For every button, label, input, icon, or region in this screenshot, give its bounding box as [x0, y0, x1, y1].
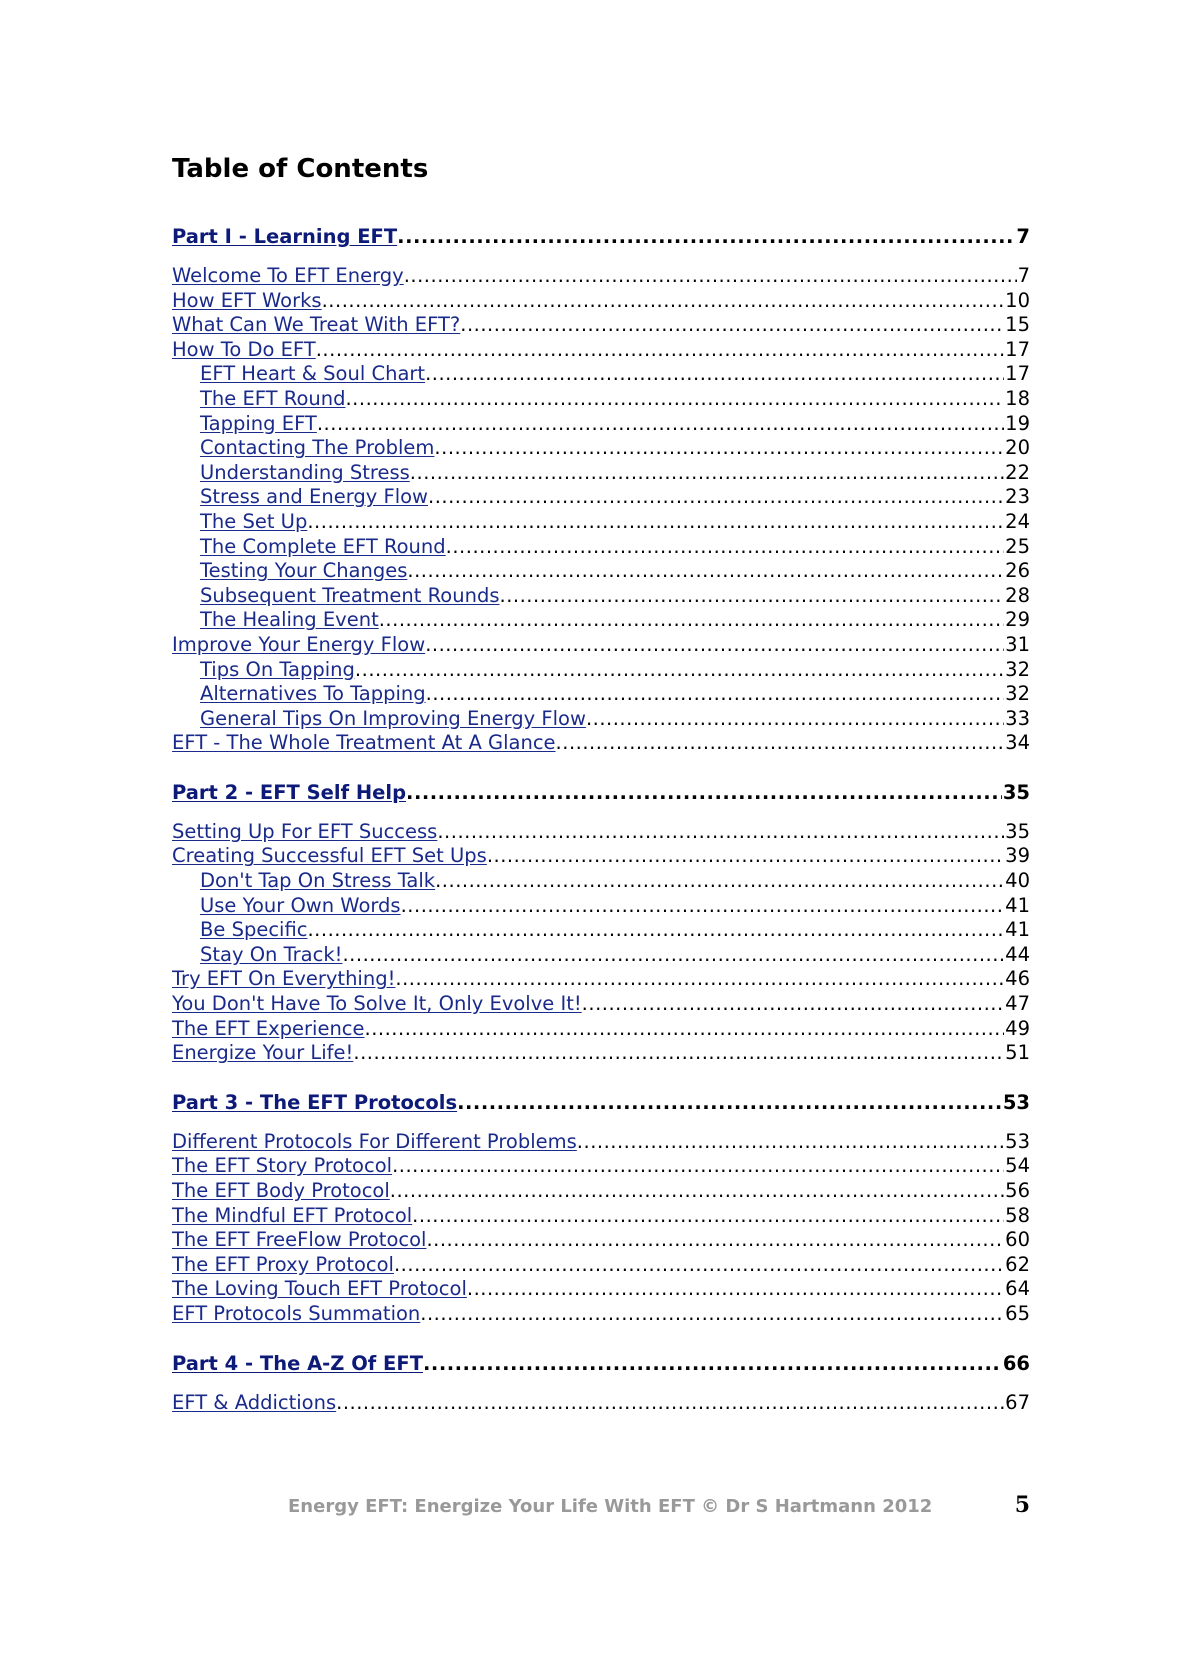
toc-entry[interactable] [172, 412, 1030, 437]
toc-entry-link[interactable]: Use Your Own Words [200, 893, 401, 917]
toc-entry-link[interactable]: Creating Successful EFT Set Ups [172, 844, 487, 868]
toc-page-number: 56 [1005, 1179, 1030, 1202]
toc-part-link[interactable]: Part 4 - The A-Z Of EFT [172, 1351, 423, 1375]
dot-leader [437, 820, 1004, 845]
toc-entry[interactable] [172, 967, 1030, 992]
toc-page-number: 22 [1005, 460, 1030, 484]
toc-entry[interactable] [172, 436, 1030, 461]
dot-leader [353, 1041, 1004, 1066]
toc-page-number: 23 [1005, 485, 1030, 509]
toc-entry[interactable] [172, 584, 1030, 609]
toc-entry-link[interactable]: What Can We Treat With EFT? [172, 313, 461, 337]
toc-section [172, 1351, 1030, 1416]
toc-page-number: 32 [1005, 682, 1030, 706]
dot-leader [342, 943, 1004, 968]
dot-leader [426, 1228, 1004, 1253]
toc-entry-link[interactable]: Don't Tap On Stress Talk [200, 869, 436, 893]
toc-part-heading[interactable] [172, 780, 1030, 806]
dot-leader [426, 682, 1005, 707]
dot-leader [395, 967, 1004, 992]
toc-entry-link[interactable]: How EFT Works [172, 288, 322, 312]
toc-entry-link[interactable]: Different Protocols For Different Problems [172, 1129, 577, 1153]
toc-page-number: 51 [1005, 1041, 1030, 1065]
toc-entry-link[interactable]: The EFT Proxy Protocol [172, 1252, 394, 1276]
dot-leader [423, 1351, 1002, 1377]
toc-entry[interactable] [172, 943, 1030, 968]
dot-leader [322, 289, 1005, 314]
dot-leader [345, 387, 1004, 412]
toc-entry[interactable] [172, 485, 1030, 510]
toc-page-number: 40 [1005, 869, 1030, 893]
toc-entry-link[interactable]: Subsequent Treatment Rounds [200, 583, 500, 607]
toc-entry[interactable] [172, 559, 1030, 584]
toc-page-number: 34 [1005, 731, 1030, 755]
page-number: 5 [1014, 1492, 1030, 1518]
document-page [172, 0, 1030, 1672]
dot-leader [582, 992, 1005, 1017]
dot-leader [460, 313, 1004, 338]
toc-part-link[interactable]: Part 2 - EFT Self Help [172, 780, 407, 804]
toc-entry-link[interactable]: Alternatives To Tapping [200, 682, 426, 706]
toc-page-number: 66 [1002, 1351, 1030, 1375]
dot-leader [404, 264, 1017, 289]
toc-entry-link[interactable]: The Complete EFT Round [200, 534, 446, 558]
toc-section [172, 1090, 1030, 1327]
dot-leader [425, 633, 1004, 658]
toc-entry[interactable] [172, 289, 1030, 314]
toc-entry-link[interactable]: The Healing Event [200, 608, 379, 632]
toc-entry-link[interactable]: Tips On Tapping [200, 657, 355, 681]
toc-page-number: 47 [1005, 992, 1030, 1016]
toc-entry[interactable] [172, 1391, 1030, 1416]
toc-page-number: 18 [1005, 386, 1030, 410]
toc-page-number: 64 [1005, 1277, 1030, 1301]
toc-entry-link[interactable]: The EFT Round [200, 386, 346, 410]
dot-leader [307, 510, 1004, 535]
toc-entry[interactable] [172, 1228, 1030, 1253]
toc-section [172, 224, 1030, 756]
toc-entry[interactable] [172, 1277, 1030, 1302]
toc-entry-link[interactable]: Welcome To EFT Energy [172, 264, 404, 287]
dot-leader [365, 1017, 1005, 1042]
toc-entry-link[interactable]: Try EFT On Everything! [172, 967, 396, 991]
toc-entry-link[interactable]: You Don't Have To Solve It, Only Evolve It! [172, 992, 582, 1016]
toc-page-number: 41 [1005, 918, 1030, 942]
dot-leader [336, 1391, 1004, 1416]
toc-page-number: 39 [1005, 844, 1030, 868]
dot-leader [390, 1179, 1004, 1204]
toc-page-number: 35 [1005, 819, 1030, 843]
dot-leader [394, 1253, 1004, 1278]
dot-leader [556, 731, 1005, 756]
toc-entry-link[interactable]: Stay On Track! [200, 942, 343, 966]
section-spacer [172, 756, 1030, 780]
toc-entry[interactable] [172, 1130, 1030, 1155]
dot-leader [500, 584, 1005, 609]
toc-entry-link[interactable]: The Mindful EFT Protocol [172, 1203, 413, 1227]
toc-page-number: 15 [1005, 313, 1030, 337]
toc-entry[interactable] [172, 731, 1030, 756]
toc-entry[interactable] [172, 461, 1030, 486]
toc-entry[interactable] [172, 894, 1030, 919]
dot-leader [412, 1204, 1004, 1229]
toc-entry-link[interactable]: Setting Up For EFT Success [172, 819, 438, 843]
toc-section [172, 780, 1030, 1066]
toc-entry[interactable] [172, 387, 1030, 412]
toc-entry-link[interactable]: The EFT Story Protocol [172, 1154, 393, 1178]
toc-page-number: 53 [1005, 1129, 1030, 1153]
toc-page-number: 35 [1002, 780, 1030, 804]
toc-page-number: 65 [1005, 1301, 1030, 1325]
dot-leader [406, 780, 1002, 806]
section-spacer [172, 1066, 1030, 1090]
toc-page-number: 67 [1005, 1390, 1030, 1414]
toc-page-number: 53 [1002, 1090, 1030, 1114]
toc-page-number: 29 [1005, 608, 1030, 632]
toc-entry[interactable] [172, 1179, 1030, 1204]
dot-leader [586, 707, 1004, 732]
toc-entry-link[interactable]: The Set Up [200, 509, 308, 533]
toc-page-number: 17 [1005, 337, 1030, 361]
dot-leader [379, 608, 1004, 633]
dot-leader [435, 869, 1004, 894]
toc-page-number: 24 [1005, 509, 1030, 533]
toc-entry[interactable] [172, 844, 1030, 869]
toc-page-number: 32 [1005, 657, 1030, 681]
toc-entry[interactable] [172, 1017, 1030, 1042]
toc-entry[interactable] [172, 1253, 1030, 1278]
toc-entry[interactable] [172, 510, 1030, 535]
toc-entry[interactable] [172, 362, 1030, 387]
toc-entry-link[interactable]: Energize Your Life! [172, 1041, 354, 1065]
toc-part-heading[interactable] [172, 1090, 1030, 1116]
toc-entry-link[interactable]: Contacting The Problem [200, 436, 435, 460]
toc-entry-link[interactable]: Be Specific [200, 918, 308, 942]
toc-entry-link[interactable]: General Tips On Improving Energy Flow [200, 706, 586, 730]
dot-leader [425, 362, 1004, 387]
toc-entry[interactable] [172, 682, 1030, 707]
toc-entry[interactable] [172, 992, 1030, 1017]
toc-entry-link[interactable]: EFT Heart & Soul Chart [200, 362, 426, 386]
dot-leader [401, 894, 1005, 919]
toc-page-number: 54 [1005, 1154, 1030, 1178]
dot-leader [407, 559, 1004, 584]
toc-page-number: 46 [1005, 967, 1030, 991]
toc-page-number: 33 [1005, 706, 1030, 730]
dot-leader [307, 918, 1004, 943]
toc-entry-link[interactable]: The EFT Experience [172, 1016, 365, 1040]
toc-entry-link[interactable]: Understanding Stress [200, 460, 410, 484]
toc-page-number: 7 [1016, 225, 1030, 248]
toc-part-heading[interactable] [172, 1351, 1030, 1377]
dot-leader [410, 461, 1004, 486]
dot-leader [392, 1154, 1004, 1179]
toc-page-number: 60 [1005, 1228, 1030, 1252]
toc-entry[interactable] [172, 1041, 1030, 1066]
toc-entry-link[interactable]: The Loving Touch EFT Protocol [172, 1277, 467, 1301]
footer-copyright: Energy EFT: Energize Your Life With EFT © Dr S Hartmann 2012 [288, 1496, 933, 1517]
toc-entry-link[interactable]: Testing Your Changes [200, 559, 408, 583]
table-of-contents [172, 224, 1030, 1415]
dot-leader [317, 412, 1004, 437]
toc-entry[interactable] [172, 1154, 1030, 1179]
toc-entry[interactable] [172, 313, 1030, 338]
toc-part-link[interactable]: Part 3 - The EFT Protocols [172, 1090, 458, 1114]
toc-entry-link[interactable]: Improve Your Energy Flow [172, 632, 426, 656]
page-title: Table of Contents [172, 154, 429, 184]
toc-entry[interactable] [172, 264, 1030, 289]
toc-part-heading[interactable] [172, 224, 1030, 250]
toc-entry[interactable] [172, 1302, 1030, 1327]
toc-entry-link[interactable]: EFT & Addictions [172, 1390, 337, 1414]
toc-entry-link[interactable]: EFT - The Whole Treatment At A Glance [172, 731, 556, 755]
toc-entry-link[interactable]: The EFT FreeFlow Protocol [172, 1228, 427, 1252]
dot-leader [428, 485, 1004, 510]
toc-entry-link[interactable]: Stress and Energy Flow [200, 485, 428, 509]
toc-page-number: 20 [1005, 436, 1030, 460]
dot-leader [487, 844, 1004, 869]
toc-entry[interactable] [172, 707, 1030, 732]
toc-page-number: 19 [1005, 411, 1030, 435]
toc-page-number: 26 [1005, 559, 1030, 583]
toc-page-number: 25 [1005, 534, 1030, 558]
dot-leader [457, 1090, 1002, 1116]
dot-leader [467, 1277, 1004, 1302]
toc-page-number: 7 [1017, 264, 1030, 287]
toc-page-number: 28 [1005, 583, 1030, 607]
toc-entry[interactable] [172, 658, 1030, 683]
dot-leader [420, 1302, 1004, 1327]
toc-entry-link[interactable]: The EFT Body Protocol [172, 1179, 390, 1202]
toc-page-number: 49 [1005, 1016, 1030, 1040]
toc-entry[interactable] [172, 820, 1030, 845]
toc-entry[interactable] [172, 918, 1030, 943]
section-spacer [172, 1327, 1030, 1351]
toc-page-number: 10 [1005, 288, 1030, 312]
dot-leader [577, 1130, 1004, 1155]
toc-entry[interactable] [172, 869, 1030, 894]
toc-entry[interactable] [172, 1204, 1030, 1229]
toc-entry[interactable] [172, 633, 1030, 658]
toc-entry[interactable] [172, 608, 1030, 633]
toc-page-number: 17 [1005, 362, 1030, 386]
toc-page-number: 44 [1005, 942, 1030, 966]
dot-leader [316, 338, 1004, 363]
toc-entry-link[interactable]: How To Do EFT [172, 337, 316, 361]
toc-entry-link[interactable]: Tapping EFT [200, 411, 317, 435]
toc-page-number: 31 [1005, 632, 1030, 656]
toc-page-number: 58 [1005, 1203, 1030, 1227]
toc-entry[interactable] [172, 338, 1030, 363]
dot-leader [355, 658, 1004, 683]
toc-page-number: 62 [1005, 1252, 1030, 1276]
toc-page-number: 41 [1005, 893, 1030, 917]
toc-entry[interactable] [172, 535, 1030, 560]
toc-entry-link[interactable]: EFT Protocols Summation [172, 1301, 421, 1325]
dot-leader [434, 436, 1004, 461]
dot-leader [446, 535, 1005, 560]
dot-leader [397, 224, 1015, 250]
page-footer [172, 1492, 1030, 1522]
toc-part-link[interactable]: Part I - Learning EFT [172, 225, 398, 248]
